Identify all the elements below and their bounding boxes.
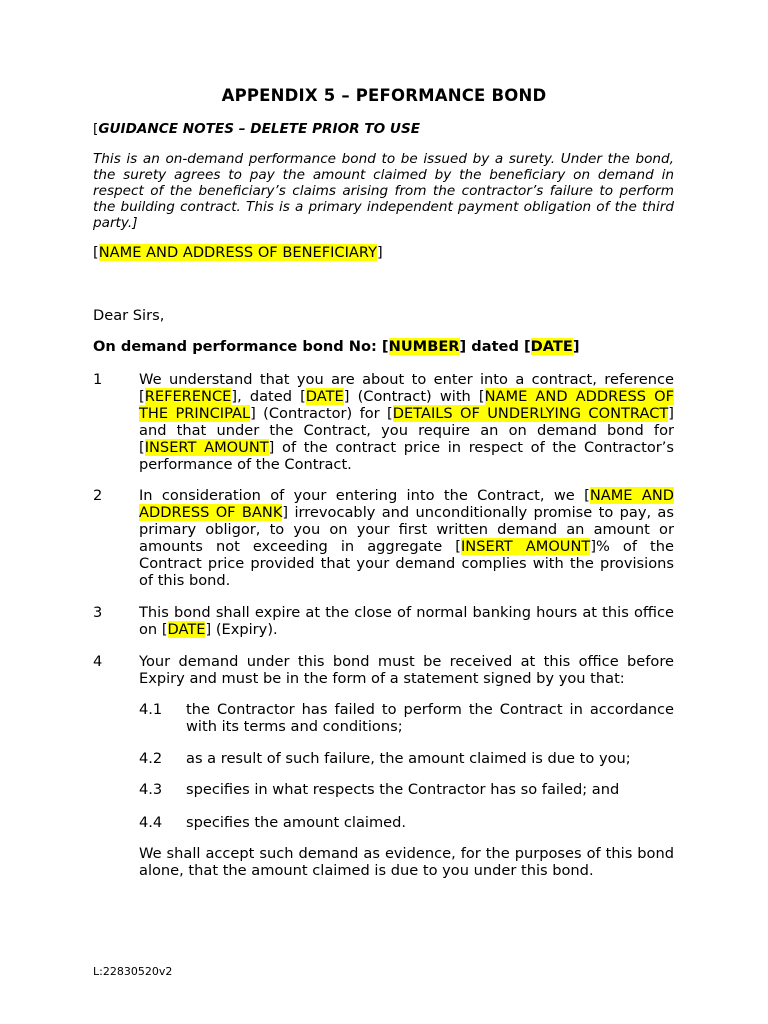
contract-details-placeholder: DETAILS OF UNDERLYING CONTRACT <box>392 405 669 422</box>
subclause-text: specifies the amount claimed. <box>186 814 407 831</box>
closing-paragraph: We shall accept such demand as evidence, for the purposes of this bond alone, that the amount claimed is due to you under this bond. <box>139 845 674 879</box>
page-title: APPENDIX 5 – PEFORMANCE BOND <box>221 86 547 105</box>
subclause-text: specifies in what respects the Contractor has so failed; and <box>186 781 620 798</box>
subclause-number: 4.4 <box>139 814 163 831</box>
document-reference-footer: L:22830520v2 <box>93 965 173 978</box>
bond-number-placeholder: NUMBER <box>388 338 460 355</box>
guidance-heading <box>93 121 674 138</box>
principal-placeholder: NAME AND ADDRESS OF THE PRINCIPAL <box>139 388 675 422</box>
beneficiary-close-bracket: ] <box>377 244 383 261</box>
subclause-text: the Contractor has failed to perform the Contract in accordance with its terms and conditions; <box>186 701 674 735</box>
clause-text: Your demand under this bond must be received at this office before Expiry and must be in the form of a statement signed by you that: <box>139 653 674 687</box>
clause-text-segment: ] (Contract) with [ <box>343 388 485 405</box>
subject-suffix: ] <box>572 338 580 355</box>
clause-text-segment: We understand that you are about to enter into a contract, reference [ <box>139 371 674 405</box>
subclause-text: as a result of such failure, the amount claimed is due to you; <box>186 750 631 767</box>
clause-text-segment: This bond shall expire at the close of normal banking hours at this office on [ <box>139 604 674 638</box>
clause-text-segment: ], dated [ <box>231 388 306 405</box>
reference-placeholder: REFERENCE <box>144 388 232 405</box>
subject-prefix: On demand performance bond No: [ <box>93 338 389 355</box>
bond-date-placeholder: DATE <box>530 338 573 355</box>
clause-number: 2 <box>93 487 103 504</box>
clause-text-segment: ] (Expiry). <box>205 621 278 638</box>
clause-number: 1 <box>93 371 103 388</box>
subclause-number: 4.3 <box>139 781 163 798</box>
subject-middle: ] dated [ <box>459 338 531 355</box>
aggregate-amount-placeholder: INSERT AMOUNT <box>461 538 591 555</box>
clause-text <box>139 487 674 589</box>
subclause-number: 4.1 <box>139 701 163 718</box>
bank-placeholder: NAME AND ADDRESS OF BANK <box>139 487 674 521</box>
clause-text <box>139 371 674 473</box>
beneficiary-placeholder: NAME AND ADDRESS OF BENEFICIARY <box>98 244 378 261</box>
beneficiary-open-bracket: [ <box>93 244 99 261</box>
beneficiary-address <box>93 244 674 261</box>
subject-line <box>93 338 674 355</box>
clause-text-segment: In consideration of your entering into the Contract, we [ <box>139 487 590 504</box>
subclause-number: 4.2 <box>139 750 163 767</box>
contract-date-placeholder: DATE <box>305 388 344 405</box>
clause-number: 3 <box>93 604 103 621</box>
clause-text-segment: ]% of the Contract price provided that your demand complies with the provisions of this bond. <box>139 538 674 589</box>
bond-amount-placeholder: INSERT AMOUNT <box>144 439 269 456</box>
clause-text-segment: ] and that under the Contract, you require an on demand bond for [ <box>139 405 674 456</box>
clause-text <box>139 604 674 638</box>
clause-number: 4 <box>93 653 103 670</box>
clause-text-segment: ] irrevocably and unconditionally promise to pay, as primary obligor, to you on your first written demand an amount or amounts not exceeding in aggregate [ <box>139 504 674 555</box>
salutation: Dear Sirs, <box>93 307 165 324</box>
guidance-heading-text: GUIDANCE NOTES – DELETE PRIOR TO USE <box>98 121 421 137</box>
guidance-body: This is an on-demand performance bond to be issued by a surety. Under the bond, the surety agrees to pay the amount claimed by the beneficiary on demand in respect of the beneficiary’s claims arising from the contractor’s failure to perform the building contract. This is a primary independent payment obligation of the third party.] <box>93 151 674 231</box>
guidance-open-bracket: [ <box>93 121 99 137</box>
clause-text-segment: ] of the contract price in respect of the Contractor’s performance of the Contract. <box>139 439 674 473</box>
clause-text-segment: ] (Contractor) for [ <box>250 405 393 422</box>
expiry-date-placeholder: DATE <box>167 621 206 638</box>
